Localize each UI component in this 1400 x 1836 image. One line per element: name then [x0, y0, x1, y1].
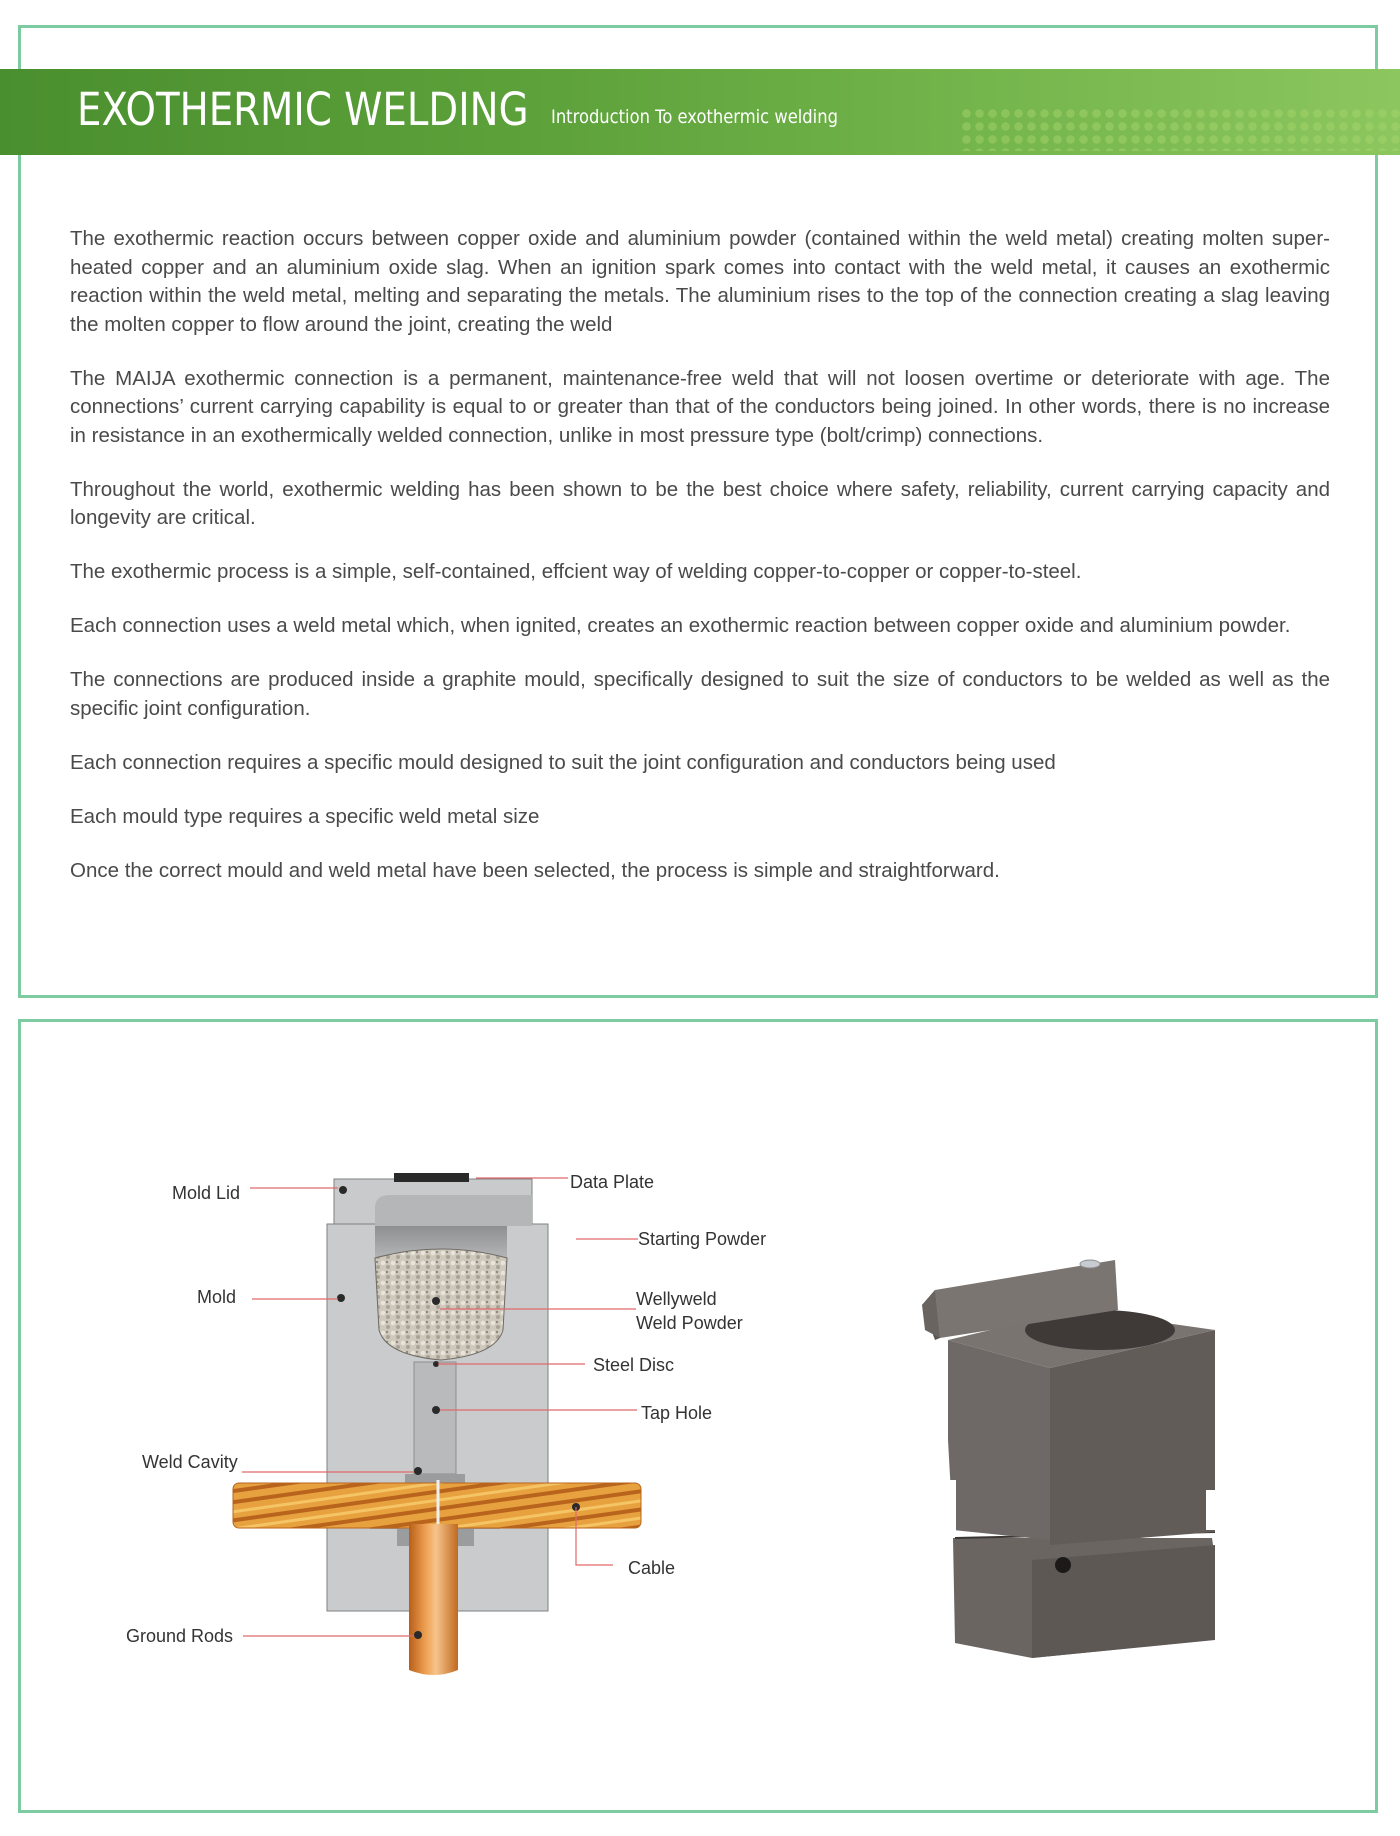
paragraph: Once the correct mould and weld metal have been selected, the process is simple and straightforward. [70, 858, 1000, 882]
label-data-plate: Data Plate [570, 1172, 655, 1192]
label-starting-powder: Starting Powder [638, 1229, 767, 1249]
page-title: EXOTHERMIC WELDING [77, 83, 529, 136]
header-dot-pattern [960, 107, 1400, 151]
label-cable: Cable [628, 1558, 676, 1578]
label-weld-powder-line1: Wellyweld [636, 1289, 717, 1309]
page-subtitle: Introduction To exothermic welding [551, 106, 838, 128]
label-mold-lid: Mold Lid [172, 1183, 241, 1203]
paragraph: The MAIJA exothermic connection is a permanent, maintenance-free weld that will not loosen overtime or deteriorate with age. The connections’ current carrying capability is equal to or greater than that of the conductors being joined. In other words, there is no increase in resistance in an exothermically welded connection, unlike in most pressure type (bolt/crimp) connections. [70, 366, 1330, 447]
label-mold: Mold [197, 1287, 237, 1307]
paragraph: Each connection requires a specific mould designed to suit the joint configuration and conductors being used [70, 750, 1056, 774]
paragraph: The exothermic reaction occurs between copper oxide and aluminium powder (contained within the weld metal) creating molten super-heated copper and an aluminium oxide slag. When an ignition spark comes into contact with the weld metal, it causes an exothermic reaction within the weld metal, melting and separating the metals. The aluminium rises to the top of the connection creating a slag leaving the molten copper to flow around the joint, creating the weld [70, 227, 1330, 336]
label-steel-disc: Steel Disc [593, 1355, 675, 1375]
paragraph: Each connection uses a weld metal which, when ignited, creates an exothermic reaction between copper oxide and aluminium powder. [70, 614, 1291, 637]
paragraph: Throughout the world, exothermic welding has been shown to be the best choice where safety, reliability, current carrying capacity and longevity are critical. [70, 477, 1330, 529]
paragraph: The exothermic process is a simple, self-contained, effcient way of welding copper-to-copper or copper-to-steel. [70, 560, 1082, 583]
intro-text [70, 225, 1330, 911]
label-weld-cavity: Weld Cavity [142, 1452, 238, 1472]
label-weld-powder-line2: Weld Powder [636, 1313, 743, 1333]
paragraph: The connections are produced inside a graphite mould, specifically designed to suit the size of conductors to be welded as well as the specific joint configuration. [70, 668, 1330, 720]
paragraph: Each mould type requires a specific weld metal size [70, 804, 540, 828]
label-ground-rods: Ground Rods [126, 1626, 234, 1646]
header-banner [0, 69, 1400, 155]
label-tap-hole: Tap Hole [641, 1403, 713, 1423]
